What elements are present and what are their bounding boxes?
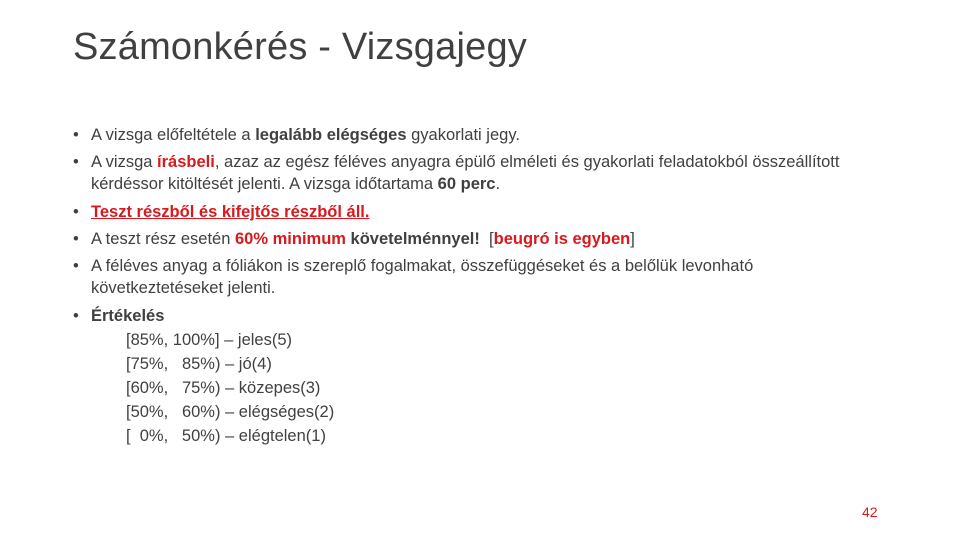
grading-line: [ 0%, 50%) – elégtelen(1) <box>126 427 326 445</box>
bullet-icon: • <box>73 257 79 275</box>
slide-title: Számonkérés - Vizsgajegy <box>73 26 527 68</box>
bullet-item <box>73 124 873 146</box>
grading-line: [60%, 75%) – közepes(3) <box>126 379 321 397</box>
grading-line: [75%, 85%) – jó(4) <box>126 355 272 373</box>
page-number: 42 <box>862 504 878 520</box>
bullet-text: A vizsga előfeltétele a legalább elégséges gyakorlati jegy. <box>91 126 520 144</box>
bullet-icon: • <box>73 153 79 171</box>
bullet-icon: • <box>73 203 79 221</box>
grading-line: [85%, 100%] – jeles(5) <box>126 331 293 349</box>
bullet-item <box>73 228 873 250</box>
grading-list <box>91 328 873 448</box>
bullet-text: A vizsga írásbeli, azaz az egész féléves anyagra épülő elméleti és gyakorlati feladatokból összeállított kérdéssor kitöltését jelenti. A vizsga időtartama 60 perc. <box>91 153 840 193</box>
bullet-text: A teszt rész esetén 60% minimum követelménnyel! [beugró is egyben] <box>91 230 635 248</box>
bullet-icon: • <box>73 307 79 325</box>
bullet-icon: • <box>73 230 79 248</box>
bullet-text: A féléves anyag a fóliákon is szereplő fogalmakat, összefüggéseket és a belőlük levonható következtetéseket jelenti. <box>91 257 754 297</box>
bullet-item <box>73 201 873 223</box>
bullet-item <box>73 151 873 195</box>
bullet-item <box>73 305 873 448</box>
bullet-icon: • <box>73 126 79 144</box>
bullet-text: Teszt részből és kifejtős részből áll. <box>91 203 370 221</box>
bullet-text: Értékelés <box>91 307 165 325</box>
grading-line: [50%, 60%) – elégséges(2) <box>126 403 335 421</box>
bullet-item <box>73 255 873 299</box>
slide-content <box>73 124 873 453</box>
